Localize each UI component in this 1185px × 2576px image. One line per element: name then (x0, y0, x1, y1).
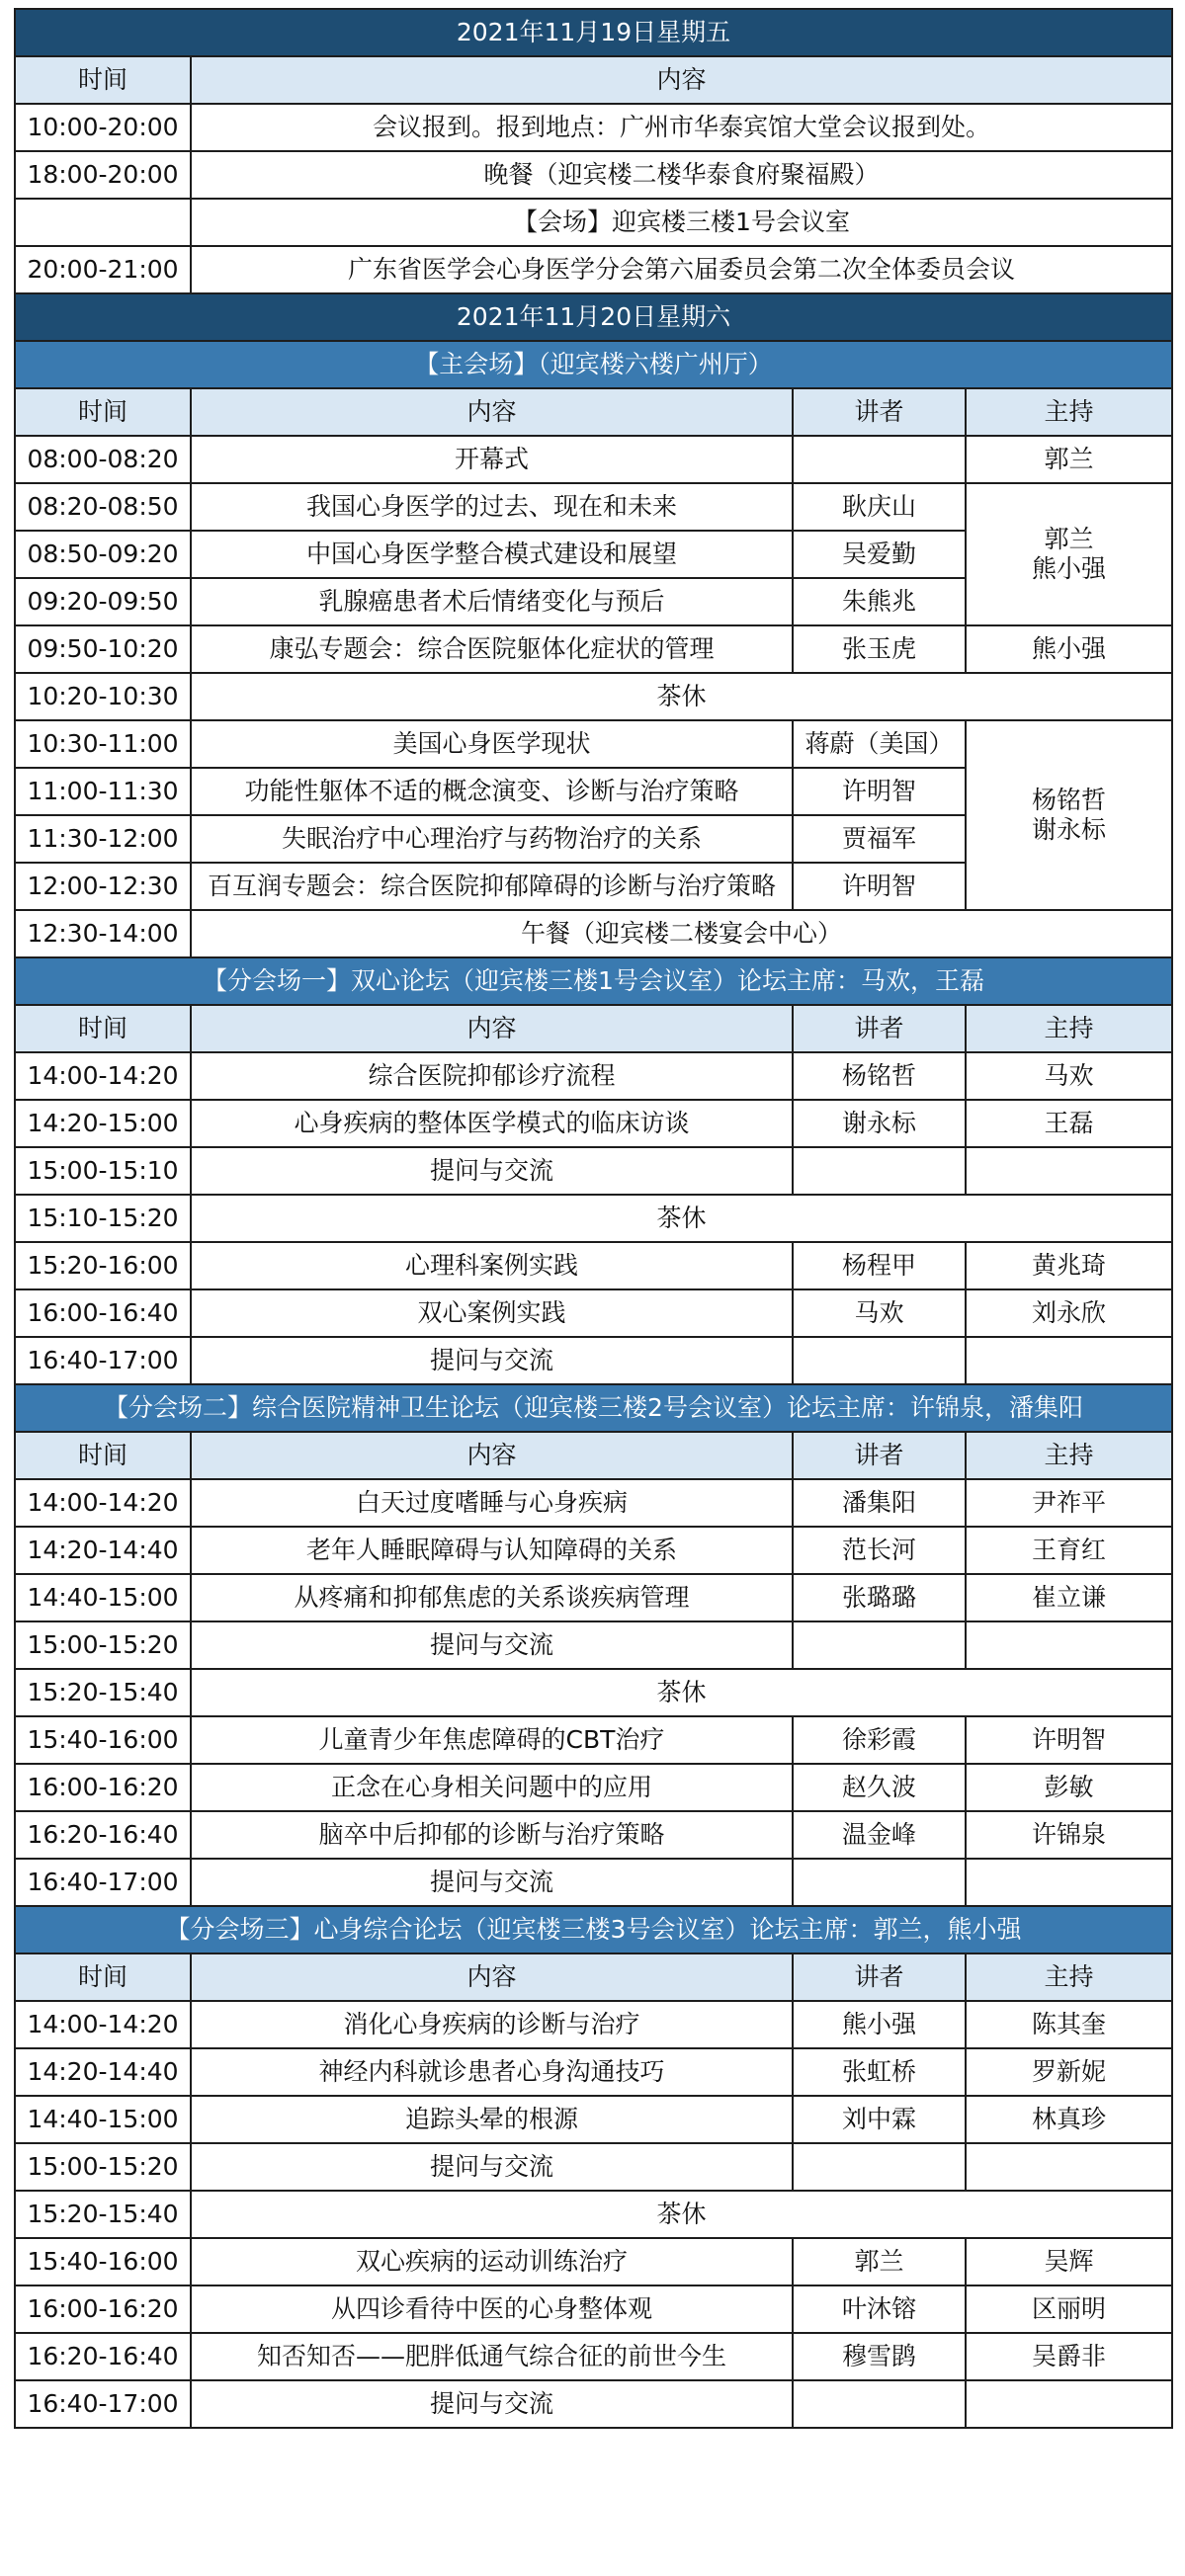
time-cell: 15:20-16:00 (15, 1242, 191, 1289)
sub2-title: 【分会场二】综合医院精神卫生论坛（迎宾楼三楼2号会议室）论坛主席：许锦泉，潘集阳 (15, 1384, 1172, 1432)
table-row (15, 1479, 1172, 1527)
host-cell: 郭兰 (966, 436, 1172, 483)
content-cell: 茶休 (191, 673, 1172, 720)
col-header-content: 内容 (191, 388, 793, 436)
content-cell: 白天过度嗜睡与心身疾病 (191, 1479, 793, 1527)
table-row (15, 2333, 1172, 2380)
speaker-cell: 郭兰 (793, 2238, 966, 2285)
time-cell: 16:00-16:40 (15, 1289, 191, 1337)
day2-date: 2021年11月20日星期六 (15, 293, 1172, 341)
table-row (15, 2285, 1172, 2333)
speaker-cell (793, 1337, 966, 1384)
col-header-time: 时间 (15, 1432, 191, 1479)
content-cell: 百互润专题会：综合医院抑郁障碍的诊断与治疗策略 (191, 863, 793, 910)
speaker-cell: 范长河 (793, 1527, 966, 1574)
speaker-cell (793, 1147, 966, 1195)
table-row (15, 2143, 1172, 2191)
host-name: 熊小强 (1031, 554, 1106, 583)
table-row (15, 910, 1172, 957)
speaker-cell (793, 436, 966, 483)
host-name: 杨铭哲 (1031, 786, 1106, 814)
speaker-cell: 熊小强 (793, 2001, 966, 2048)
speaker-cell: 温金峰 (793, 1811, 966, 1859)
host-cell: 黄兆琦 (966, 1242, 1172, 1289)
sub3-title-row (15, 1906, 1172, 1953)
time-cell: 15:00-15:10 (15, 1147, 191, 1195)
table-row (15, 1052, 1172, 1100)
speaker-cell: 杨程甲 (793, 1242, 966, 1289)
sub1-title: 【分会场一】双心论坛（迎宾楼三楼1号会议室）论坛主席：马欢，王磊 (15, 957, 1172, 1005)
host-cell-merged (966, 720, 1172, 910)
speaker-cell: 谢永标 (793, 1100, 966, 1147)
table-row (15, 104, 1172, 151)
speaker-cell: 叶沐镕 (793, 2285, 966, 2333)
time-cell: 20:00-21:00 (15, 246, 191, 293)
host-cell (966, 1621, 1172, 1669)
time-cell: 11:00-11:30 (15, 768, 191, 815)
content-cell: 乳腺癌患者术后情绪变化与预后 (191, 578, 793, 625)
main-header-row (15, 388, 1172, 436)
time-cell: 10:30-11:00 (15, 720, 191, 768)
table-row (15, 1716, 1172, 1764)
table-row (15, 1242, 1172, 1289)
content-cell: 知否知否——肥胖低通气综合征的前世今生 (191, 2333, 793, 2380)
time-cell: 12:00-12:30 (15, 863, 191, 910)
content-cell: 提问与交流 (191, 1147, 793, 1195)
content-cell: 晚餐（迎宾楼二楼华泰食府聚福殿） (191, 151, 1172, 199)
content-cell: 会议报到。报到地点：广州市华泰宾馆大堂会议报到处。 (191, 104, 1172, 151)
time-cell: 16:40-17:00 (15, 2380, 191, 2428)
content-cell: 提问与交流 (191, 1621, 793, 1669)
host-cell: 马欢 (966, 1052, 1172, 1100)
content-cell: 正念在心身相关问题中的应用 (191, 1764, 793, 1811)
host-cell: 许锦泉 (966, 1811, 1172, 1859)
host-cell: 尹祚平 (966, 1479, 1172, 1527)
speaker-cell: 许明智 (793, 768, 966, 815)
table-row (15, 720, 1172, 768)
content-cell: 茶休 (191, 1195, 1172, 1242)
host-cell (966, 1859, 1172, 1906)
host-cell: 区丽明 (966, 2285, 1172, 2333)
speaker-cell: 朱熊兆 (793, 578, 966, 625)
time-cell: 14:20-14:40 (15, 1527, 191, 1574)
speaker-cell (793, 2143, 966, 2191)
time-cell: 12:30-14:00 (15, 910, 191, 957)
content-cell: 双心疾病的运动训练治疗 (191, 2238, 793, 2285)
host-cell: 刘永欣 (966, 1289, 1172, 1337)
host-cell (966, 1337, 1172, 1384)
table-row (15, 1195, 1172, 1242)
content-cell: 提问与交流 (191, 2380, 793, 2428)
content-cell: 中国心身医学整合模式建设和展望 (191, 531, 793, 578)
speaker-cell: 穆雪鹍 (793, 2333, 966, 2380)
content-cell: 儿童青少年焦虑障碍的CBT治疗 (191, 1716, 793, 1764)
table-row (15, 1337, 1172, 1384)
host-name: 谢永标 (1031, 815, 1106, 844)
content-cell: 提问与交流 (191, 1337, 793, 1384)
table-row (15, 1669, 1172, 1716)
col-header-speaker: 讲者 (793, 1953, 966, 2001)
day1-header-row (15, 56, 1172, 104)
table-row (15, 1811, 1172, 1859)
table-row (15, 483, 1172, 531)
host-cell: 吴爵非 (966, 2333, 1172, 2380)
sub1-title-row (15, 957, 1172, 1005)
content-cell: 午餐（迎宾楼二楼宴会中心） (191, 910, 1172, 957)
table-row (15, 1621, 1172, 1669)
time-cell: 15:00-15:20 (15, 2143, 191, 2191)
host-name: 郭兰 (1044, 525, 1094, 553)
speaker-cell: 杨铭哲 (793, 1052, 966, 1100)
col-header-speaker: 讲者 (793, 1432, 966, 1479)
time-cell: 14:40-15:00 (15, 2096, 191, 2143)
col-header-host: 主持 (966, 388, 1172, 436)
table-row (15, 2191, 1172, 2238)
table-row (15, 1764, 1172, 1811)
content-cell: 开幕式 (191, 436, 793, 483)
speaker-cell: 耿庆山 (793, 483, 966, 531)
day2-date-row (15, 293, 1172, 341)
speaker-cell: 马欢 (793, 1289, 966, 1337)
host-cell-merged (966, 483, 1172, 625)
content-cell: 双心案例实践 (191, 1289, 793, 1337)
time-cell: 14:40-15:00 (15, 1574, 191, 1621)
speaker-cell: 张虹桥 (793, 2048, 966, 2096)
speaker-cell: 刘中霖 (793, 2096, 966, 2143)
speaker-cell: 吴爱勤 (793, 531, 966, 578)
content-cell: 茶休 (191, 2191, 1172, 2238)
table-row (15, 436, 1172, 483)
table-row (15, 199, 1172, 246)
speaker-cell (793, 2380, 966, 2428)
content-cell: 功能性躯体不适的概念演变、诊断与治疗策略 (191, 768, 793, 815)
table-row (15, 2001, 1172, 2048)
content-cell: 从疼痛和抑郁焦虑的关系谈疾病管理 (191, 1574, 793, 1621)
time-cell: 16:20-16:40 (15, 1811, 191, 1859)
time-cell: 16:40-17:00 (15, 1859, 191, 1906)
sub2-title-row (15, 1384, 1172, 1432)
content-cell: 从四诊看待中医的心身整体观 (191, 2285, 793, 2333)
content-cell: 【会场】迎宾楼三楼1号会议室 (191, 199, 1172, 246)
conference-schedule-table (14, 8, 1173, 2429)
time-cell: 14:20-15:00 (15, 1100, 191, 1147)
speaker-cell (793, 1621, 966, 1669)
table-row (15, 673, 1172, 720)
time-cell: 15:40-16:00 (15, 1716, 191, 1764)
time-cell: 14:00-14:20 (15, 1479, 191, 1527)
col-header-time: 时间 (15, 1005, 191, 1052)
host-cell: 崔立谦 (966, 1574, 1172, 1621)
col-header-host: 主持 (966, 1005, 1172, 1052)
table-row (15, 246, 1172, 293)
host-cell: 罗新妮 (966, 2048, 1172, 2096)
speaker-cell: 蒋蔚（美国） (793, 720, 966, 768)
time-cell: 11:30-12:00 (15, 815, 191, 863)
content-cell: 茶休 (191, 1669, 1172, 1716)
content-cell: 心理科案例实践 (191, 1242, 793, 1289)
table-row (15, 151, 1172, 199)
host-cell: 彭敏 (966, 1764, 1172, 1811)
main-venue-title: 【主会场】（迎宾楼六楼广州厅） (15, 341, 1172, 388)
col-header-time: 时间 (15, 56, 191, 104)
host-cell: 吴辉 (966, 2238, 1172, 2285)
time-cell: 15:00-15:20 (15, 1621, 191, 1669)
time-cell: 10:00-20:00 (15, 104, 191, 151)
content-cell: 神经内科就诊患者心身沟通技巧 (191, 2048, 793, 2096)
col-header-time: 时间 (15, 388, 191, 436)
time-cell: 16:00-16:20 (15, 2285, 191, 2333)
table-row (15, 1859, 1172, 1906)
time-cell: 08:20-08:50 (15, 483, 191, 531)
time-cell: 14:00-14:20 (15, 2001, 191, 2048)
content-cell: 心身疾病的整体医学模式的临床访谈 (191, 1100, 793, 1147)
time-cell: 08:50-09:20 (15, 531, 191, 578)
host-cell (966, 2143, 1172, 2191)
time-cell: 16:40-17:00 (15, 1337, 191, 1384)
speaker-cell: 张玉虎 (793, 625, 966, 673)
table-row (15, 625, 1172, 673)
main-venue-title-row (15, 341, 1172, 388)
host-cell: 许明智 (966, 1716, 1172, 1764)
time-cell: 14:20-14:40 (15, 2048, 191, 2096)
content-cell: 消化心身疾病的诊断与治疗 (191, 2001, 793, 2048)
table-row (15, 2380, 1172, 2428)
time-cell: 15:20-15:40 (15, 1669, 191, 1716)
col-header-time: 时间 (15, 1953, 191, 2001)
host-cell: 熊小强 (966, 625, 1172, 673)
speaker-cell (793, 1859, 966, 1906)
speaker-cell: 潘集阳 (793, 1479, 966, 1527)
col-header-content: 内容 (191, 1005, 793, 1052)
table-row (15, 2048, 1172, 2096)
content-cell: 老年人睡眠障碍与认知障碍的关系 (191, 1527, 793, 1574)
day1-date: 2021年11月19日星期五 (15, 9, 1172, 56)
content-cell: 脑卒中后抑郁的诊断与治疗策略 (191, 1811, 793, 1859)
host-cell: 王育红 (966, 1527, 1172, 1574)
host-cell: 王磊 (966, 1100, 1172, 1147)
time-cell (15, 199, 191, 246)
content-cell: 广东省医学会心身医学分会第六届委员会第二次全体委员会议 (191, 246, 1172, 293)
content-cell: 康弘专题会：综合医院躯体化症状的管理 (191, 625, 793, 673)
time-cell: 10:20-10:30 (15, 673, 191, 720)
content-cell: 提问与交流 (191, 1859, 793, 1906)
time-cell: 09:50-10:20 (15, 625, 191, 673)
speaker-cell: 赵久波 (793, 1764, 966, 1811)
content-cell: 追踪头晕的根源 (191, 2096, 793, 2143)
table-row (15, 1147, 1172, 1195)
time-cell: 15:40-16:00 (15, 2238, 191, 2285)
sub3-header-row (15, 1953, 1172, 2001)
time-cell: 08:00-08:20 (15, 436, 191, 483)
host-cell: 林真珍 (966, 2096, 1172, 2143)
col-header-content: 内容 (191, 56, 1172, 104)
table-row (15, 1527, 1172, 1574)
table-row (15, 2238, 1172, 2285)
sub3-title: 【分会场三】心身综合论坛（迎宾楼三楼3号会议室）论坛主席：郭兰，熊小强 (15, 1906, 1172, 1953)
col-header-speaker: 讲者 (793, 1005, 966, 1052)
table-row (15, 2096, 1172, 2143)
time-cell: 15:10-15:20 (15, 1195, 191, 1242)
col-header-speaker: 讲者 (793, 388, 966, 436)
table-row (15, 1289, 1172, 1337)
content-cell: 提问与交流 (191, 2143, 793, 2191)
table-row (15, 1100, 1172, 1147)
speaker-cell: 贾福军 (793, 815, 966, 863)
sub2-header-row (15, 1432, 1172, 1479)
content-cell: 失眠治疗中心理治疗与药物治疗的关系 (191, 815, 793, 863)
day1-date-row (15, 9, 1172, 56)
content-cell: 我国心身医学的过去、现在和未来 (191, 483, 793, 531)
speaker-cell: 徐彩霞 (793, 1716, 966, 1764)
time-cell: 14:00-14:20 (15, 1052, 191, 1100)
time-cell: 16:00-16:20 (15, 1764, 191, 1811)
col-header-host: 主持 (966, 1953, 1172, 2001)
col-header-content: 内容 (191, 1432, 793, 1479)
time-cell: 15:20-15:40 (15, 2191, 191, 2238)
speaker-cell: 许明智 (793, 863, 966, 910)
table-row (15, 1574, 1172, 1621)
host-cell (966, 2380, 1172, 2428)
time-cell: 09:20-09:50 (15, 578, 191, 625)
host-cell: 陈其奎 (966, 2001, 1172, 2048)
col-header-content: 内容 (191, 1953, 793, 2001)
sub1-header-row (15, 1005, 1172, 1052)
speaker-cell: 张璐璐 (793, 1574, 966, 1621)
host-cell (966, 1147, 1172, 1195)
content-cell: 综合医院抑郁诊疗流程 (191, 1052, 793, 1100)
time-cell: 18:00-20:00 (15, 151, 191, 199)
content-cell: 美国心身医学现状 (191, 720, 793, 768)
time-cell: 16:20-16:40 (15, 2333, 191, 2380)
col-header-host: 主持 (966, 1432, 1172, 1479)
